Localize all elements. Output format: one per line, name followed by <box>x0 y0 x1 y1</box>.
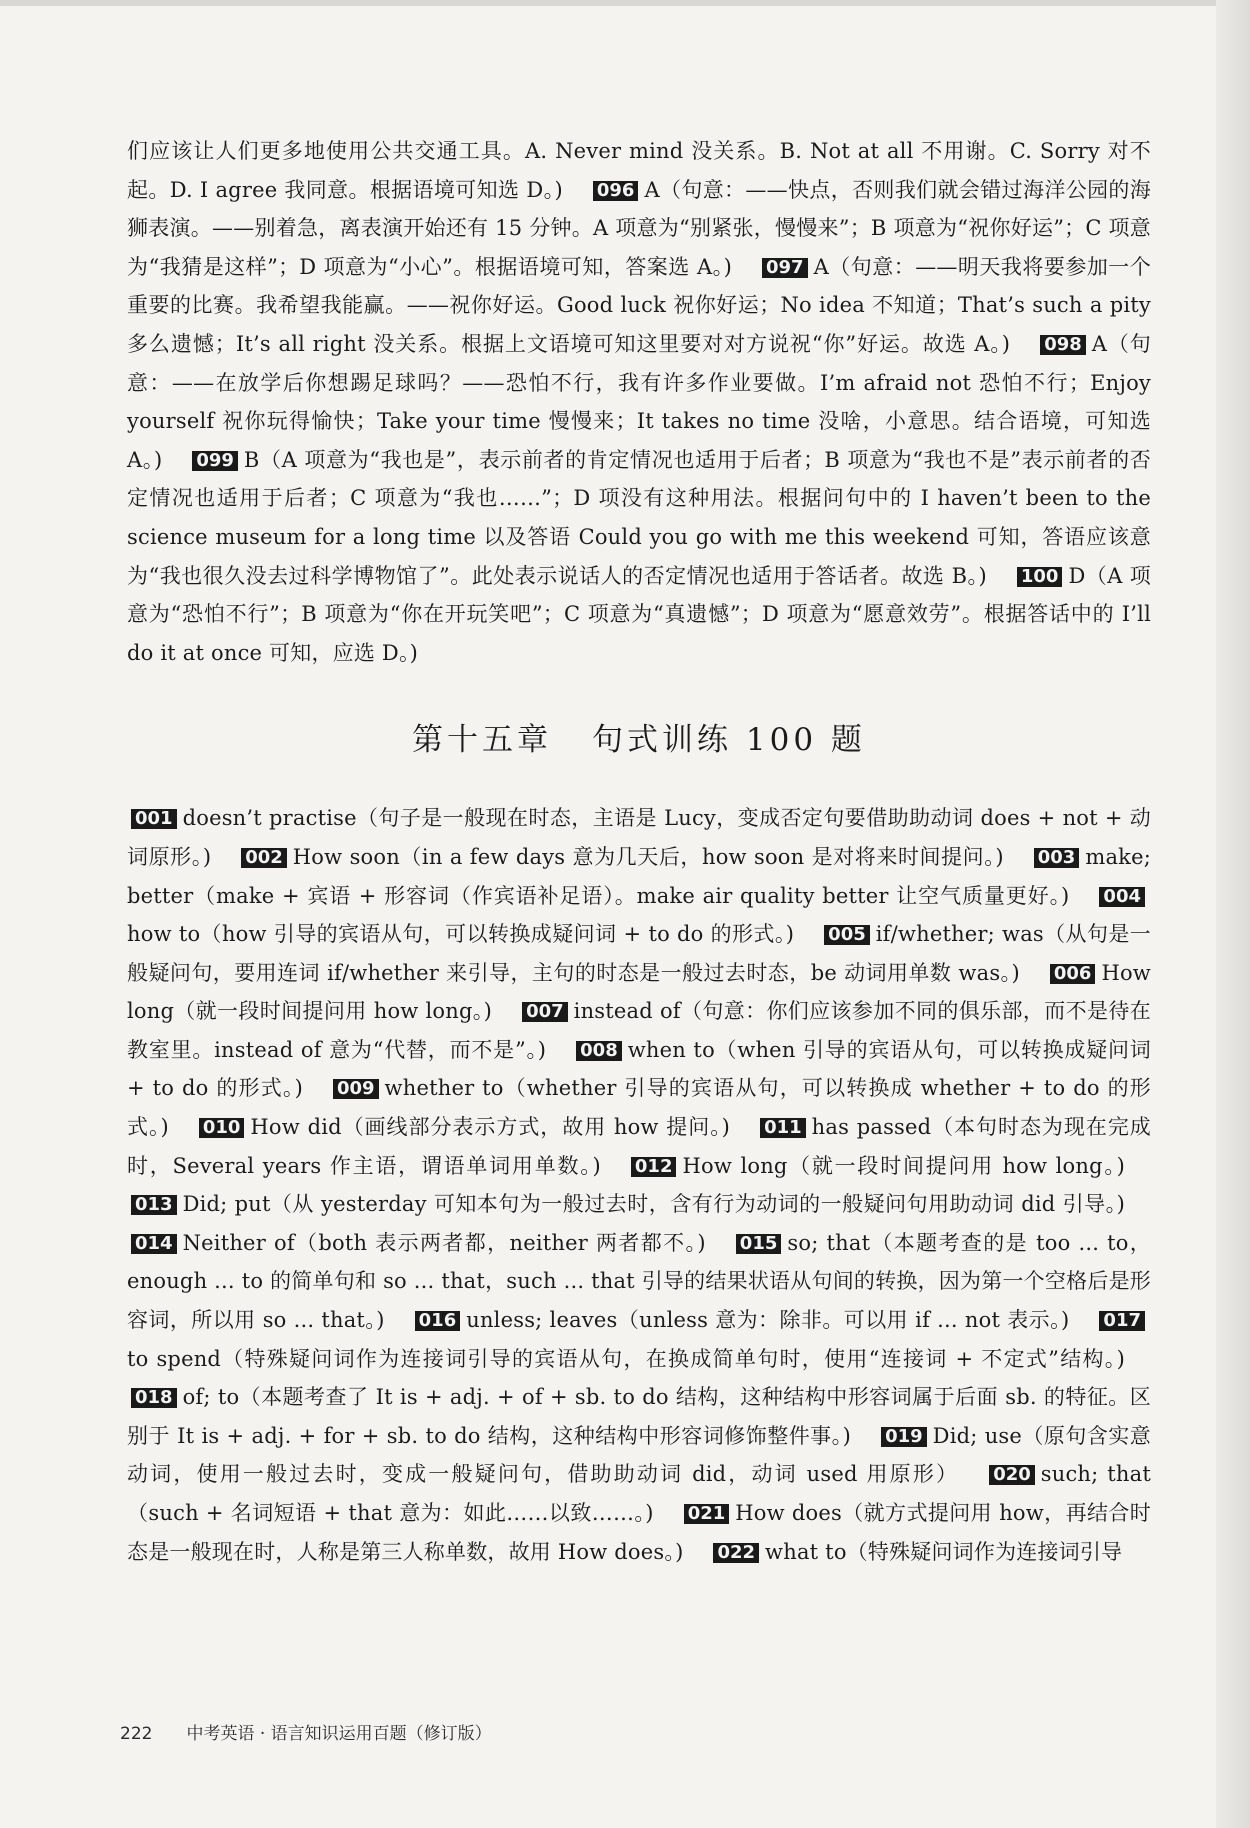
answer-text: when to（when 引导的宾语从句，可以转换成疑问词 + to do 的形式。) <box>127 1037 1151 1101</box>
answer-text: 们应该让人们更多地使用公共交通工具。A. Never mind 没关系。B. Not at all 不用谢。C. Sorry 对不起。D. I agree 我同意。根据语境可知选 D。) <box>127 139 1151 202</box>
answer-text: to spend（特殊疑问词作为连接词引导的宾语从句，在换成简单句时，使用“连接词 + 不定式”结构。) <box>127 1346 1125 1371</box>
answer-entry <box>385 1308 1070 1332</box>
question-number-badge: 096 <box>593 181 639 201</box>
answer-text: A（句意：——快点，否则我们就会错过海洋公园的海狮表演。——别着急，离表演开始还有 15 分钟。A 项意为“别紧张，慢慢来”；B 项意为“祝你好运”；C 项意为“我猜是这样”；D 项意为“小心”。根据语境可知，答案选 A。) <box>127 177 1151 279</box>
answer-text: Did; put（从 yesterday 可知本句为一般过去时，含有行为动词的一般疑问句用助动词 did 引导。) <box>182 1192 1125 1217</box>
question-number-badge: 009 <box>333 1079 379 1099</box>
question-number-badge: 016 <box>415 1311 461 1331</box>
question-number-badge: 005 <box>824 925 870 945</box>
question-number-badge: 019 <box>881 1427 927 1447</box>
page-footer <box>120 1719 492 1744</box>
question-number-badge: 013 <box>131 1195 177 1215</box>
question-number-badge: 004 <box>1099 887 1145 907</box>
answers-section-top <box>127 132 1151 672</box>
question-number-badge: 012 <box>631 1157 677 1177</box>
question-number-badge: 021 <box>684 1504 730 1524</box>
question-number-badge: 011 <box>760 1118 806 1138</box>
chapter-heading <box>127 714 1151 759</box>
answer-text: make; better（make + 宾语 + 形容词（作宾语补足语）。make air quality better 让空气质量更好。) <box>127 844 1151 908</box>
answer-text: has passed（本句时态为现在完成时，Several years 作主语，谓语单词用单数。) <box>127 1115 1151 1178</box>
page-right-edge <box>1216 0 1250 1828</box>
answer-entry <box>601 1154 1125 1178</box>
answer-text: How long（就一段时间提问用 how long。) <box>682 1153 1125 1178</box>
question-number-badge: 020 <box>989 1465 1035 1485</box>
answer-text: A（句意：——在放学后你想踢足球吗？——恐怕不行，我有许多作业要做。I’m afraid not 恐怕不行；Enjoy yourself 祝你玩得愉快；Take your time 慢慢来；It takes no time 没啥，小意思。结合语境，可知选 A。) <box>127 331 1152 472</box>
answer-text: doesn’t practise（句子是一般现在时态，主语是 Lucy，变成否定句要借助助动词 does + not + 动词原形。) <box>127 806 1151 869</box>
answer-text: D（A 项意为“恐怕不行”；B 项意为“你在开玩笑吧”；C 项意为“真遗憾”；D 项意为“愿意效劳”。根据答话中的 I’ll do it at once 可知，应选 D。) <box>127 563 1151 665</box>
answer-entry <box>683 1540 1122 1564</box>
chapter-title: 句式训练 100 题 <box>592 722 866 759</box>
answer-text: A（句意：——明天我将要参加一个重要的比赛。我希望我能赢。——祝你好运。Good luck 祝你好运；No idea 不知道；That’s such a pity 多么遗憾；It’s all right 没关系。根据上文语境可知这里要对对方说祝“你”好运。故选 A。) <box>127 254 1151 356</box>
answer-entry <box>169 1115 730 1139</box>
answers-section-bottom <box>127 799 1151 1571</box>
answer-text: unless; leaves（unless 意为：除非。可以用 if ... not 表示。) <box>466 1308 1070 1333</box>
question-number-badge: 002 <box>241 848 287 868</box>
answer-text: Neither of（both 表示两者都，neither 两者都不。) <box>182 1230 706 1255</box>
answer-text: How soon（in a few days 意为几天后，how soon 是对将来时间提问。) <box>292 844 1004 869</box>
answer-text: so; that（本题考查的是 too ... to，enough ... to 的简单句和 so ... that，such ... that 引导的结果状语从句间的转换，因为第一个空格后是形容词，所以用 so ... that。) <box>127 1230 1151 1333</box>
question-number-badge: 001 <box>131 809 177 829</box>
question-number-badge: 003 <box>1034 848 1080 868</box>
question-number-badge: 017 <box>1099 1311 1145 1331</box>
answer-text: How long（就一段时间提问用 how long。) <box>127 960 1151 1024</box>
question-number-badge: 098 <box>1040 335 1086 355</box>
answer-text: How does（就方式提问用 how，再结合时态是一般现在时，人称是第三人称单数，故用 How does。) <box>127 1501 1152 1564</box>
book-title: 中考英语 · 语言知识运用百题（修订版） <box>186 1724 492 1744</box>
question-number-badge: 097 <box>762 258 808 278</box>
answer-text: what to（特殊疑问词作为连接词引导 <box>765 1539 1123 1564</box>
question-number-badge: 010 <box>199 1118 245 1138</box>
question-number-badge: 022 <box>713 1543 759 1563</box>
answer-text: instead of（句意：你们应该参加不同的俱乐部，而不是待在教室里。instead of 意为“代替，而不是”。) <box>127 999 1151 1062</box>
question-number-badge: 008 <box>576 1041 622 1061</box>
chapter-number: 第十五章 <box>412 722 553 759</box>
answer-text: such; that（such + 名词短语 + that 意为：如此……以致……。) <box>127 1462 1152 1525</box>
answer-text: whether to（whether 引导的宾语从句，可以转换成 whether + to do 的形式。) <box>127 1076 1151 1140</box>
answer-text: Did; use（原句含实意动词，使用一般过去时，变成一般疑问句，借助助动词 did，动词 used 用原形） <box>127 1423 1152 1487</box>
answer-text: How did（画线部分表示方式，故用 how 提问。) <box>250 1115 731 1140</box>
question-number-badge: 015 <box>736 1234 782 1254</box>
answer-text: if/whether; was（从句是一般疑问句，要用连词 if/whether 来引导，主句的时态是一般过去时态，be 动词用单数 was。) <box>127 922 1151 985</box>
answer-text: B（A 项意为“我也是”，表示前者的肯定情况也适用于后者；B 项意为“我也不是”表示前者的否定情况也适用于后者；C 项意为“我也……”；D 项没有这种用法。根据问句中的 I haven’t been to the science museum for a long time 以及答语 Could you go with me this weekend 可知，答语应该意为“我也很久没去过科学博物馆了”。此处表示说话人的否定情况也适用于答话者。故选 B。) <box>127 447 1151 588</box>
answer-text: of; to（本题考查了 It is + adj. + of + sb. to do 结构，这种结构中形容词属于后面 sb. 的特征。区别于 It is + adj. + for + sb. to do 结构，这种结构中形容词修饰整件事。) <box>127 1385 1151 1448</box>
page-top-edge <box>0 0 1250 6</box>
answer-entry <box>211 845 1004 869</box>
question-number-badge: 018 <box>131 1388 177 1408</box>
question-number-badge: 099 <box>192 451 238 471</box>
question-number-badge: 007 <box>522 1002 568 1022</box>
question-number-badge: 014 <box>131 1234 177 1254</box>
page-number: 222 <box>120 1724 153 1744</box>
question-number-badge: 006 <box>1050 964 1096 984</box>
question-number-badge: 100 <box>1017 567 1063 587</box>
page-content <box>127 132 1151 1571</box>
answer-text: how to（how 引导的宾语从句，可以转换成疑问词 + to do 的形式。) <box>127 922 795 947</box>
